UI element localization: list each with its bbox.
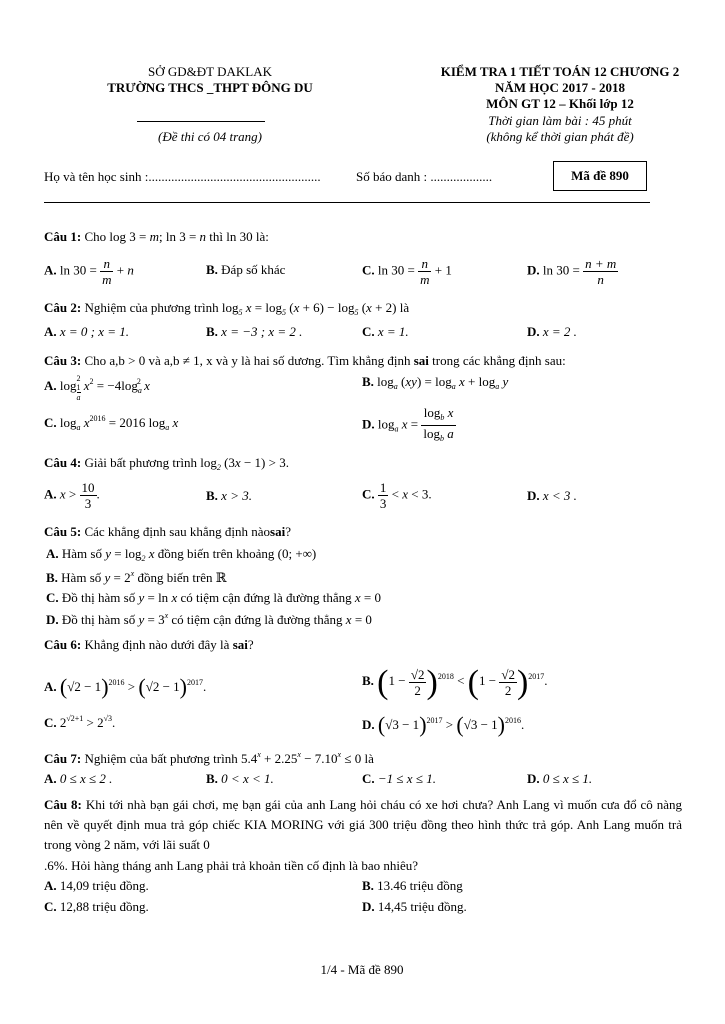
question-8: Câu 8: Khi tới nhà bạn gái chơi, mẹ bạn gái của anh Lang hỏi cháu có xe hơi chưa? Anh Lang vì muốn cưa đổ cô nàng nên về quyết định mua trả góp chiếc KIA MORING với giá 300 triệu đồng theo hình thức trả góp. Anh Lang muốn trả trong vòng 2 năm, với lãi suất 0 (44, 797, 682, 852)
q1-option-a[interactable]: A. ln 30 = $\frac{n}{m}$ + n (44, 256, 134, 287)
question-label: Câu 4: (44, 455, 82, 470)
q3-option-c[interactable]: C. $\log_a x^{2016} = 2016$ $\log_a x$ (44, 414, 179, 432)
q3-option-d[interactable]: D. $\log_a x$ = $\frac{\log_b x}{\log_b a}$ (362, 405, 454, 443)
info-divider (44, 202, 650, 203)
question-label: Câu 6: (44, 637, 82, 652)
q6-option-b[interactable]: B. (1 − $\frac{√2}{2}$ )$^{2018}$ < (1 − $\frac{√2}{2}$ )$^{2017}$. (362, 664, 548, 701)
q8-option-a[interactable]: A. 14,09 triệu đồng. (44, 878, 149, 893)
q6-option-c[interactable]: C. $2^{√2+1} > 2^{√3}$. (44, 714, 116, 730)
student-name-field[interactable]: Họ và tên học sinh :..................................................... (44, 169, 321, 184)
question-1: Câu 1: Cho log 3 = m; ln 3 = n thì ln 30 là: (44, 229, 269, 244)
q1-option-c[interactable]: C. ln 30 = $\frac{n}{m}$ + 1 (362, 256, 452, 287)
q3-option-b[interactable]: B. $\log_a (xy) = \log_a x + \log_a y$ (362, 374, 509, 391)
school-name: TRƯỜNG THCS _THPT ĐÔNG DU (107, 80, 313, 95)
q4-option-c[interactable]: C. $\frac{1}{3}$ < x < 3. (362, 480, 432, 511)
school-department: SỞ GD&ĐT DAKLAK (148, 64, 272, 79)
school-year: NĂM HỌC 2017 - 2018 (495, 80, 625, 95)
q2-option-a[interactable]: A. x = 0 ; x = 1. (44, 324, 130, 339)
question-7: Câu 7: Nghiệm của bất phương trình $5.4^x + 2.25^x - 7.10^x \le 0$ là (44, 750, 374, 766)
q7-option-b[interactable]: B. 0 < x < 1. (206, 771, 274, 786)
q5-option-d[interactable]: D. Đồ thị hàm số $y = 3^x$ có tiệm cận đứng là đường thẳng x = 0 (46, 611, 372, 627)
q8-option-b[interactable]: B. 13.46 triệu đồng (362, 878, 463, 893)
exam-code-box: Mã đề 890 (553, 161, 647, 191)
q1-option-b[interactable]: B. Đáp số khác (206, 262, 286, 277)
subject-grade: MÔN GT 12 – Khối lớp 12 (486, 96, 634, 111)
q8-option-c[interactable]: C. 12,88 triệu đồng. (44, 899, 149, 914)
q3-option-a[interactable]: A. log 2 1 a $x^2 = -4\log_a^2$ x (44, 374, 150, 402)
question-8-continued: .6%. Hỏi hàng tháng anh Lang phải trả khoản tiền cố định là bao nhiêu? (44, 858, 419, 873)
q2-option-b[interactable]: B. x = −3 ; x = 2 . (206, 324, 303, 339)
question-6: Câu 6: Khẳng định nào dưới đây là sai? (44, 637, 254, 652)
q5-option-c[interactable]: C. Đồ thị hàm số y = ln x có tiệm cận đứng là đường thẳng x = 0 (46, 590, 381, 605)
time-note: (không kể thời gian phát đề) (486, 129, 634, 144)
student-id-field[interactable]: Số báo danh : ................... (356, 169, 493, 184)
question-label: Câu 2: (44, 300, 82, 315)
question-label: Câu 3: (44, 353, 82, 368)
q2-option-d[interactable]: D. x = 2 . (527, 324, 577, 339)
q7-option-c[interactable]: C. −1 ≤ x ≤ 1. (362, 771, 436, 786)
question-4: Câu 4: Giải bất phương trình $\log_2 (3x - 1) > 3$. (44, 455, 289, 472)
q1-option-d[interactable]: D. ln 30 = $\frac{n + m}{n}$ (527, 256, 617, 287)
page-count-note: (Đề thi có 04 trang) (158, 129, 262, 144)
q5-option-b[interactable]: B. Hàm số $y = 2^x$ đồng biến trên ℝ (46, 569, 227, 585)
exam-title: KIỂM TRA 1 TIẾT TOÁN 12 CHƯƠNG 2 (440, 64, 680, 79)
q2-option-c[interactable]: C. x = 1. (362, 324, 409, 339)
question-label: Câu 8: (44, 797, 82, 812)
q7-option-a[interactable]: A. 0 ≤ x ≤ 2 . (44, 771, 113, 786)
q4-option-d[interactable]: D. x < 3 . (527, 488, 577, 503)
page-footer: 1/4 - Mã đề 890 (320, 962, 404, 977)
question-label: Câu 7: (44, 751, 82, 766)
q6-option-d[interactable]: D. $(√3 - 1)^{2017} > (√3 - 1)^{2016}$. (362, 712, 525, 737)
q4-option-b[interactable]: B. x > 3. (206, 488, 252, 503)
question-label: Câu 5: (44, 524, 82, 539)
question-label: Câu 1: (44, 229, 82, 244)
header-divider (137, 121, 265, 122)
time-limit: Thời gian làm bài : 45 phút (488, 113, 632, 128)
q4-option-a[interactable]: A. x > $\frac{10}{3}$ . (44, 480, 100, 511)
q7-option-d[interactable]: D. 0 ≤ x ≤ 1. (527, 771, 593, 786)
question-5: Câu 5: Các khẳng định sau khẳng định nàosai? (44, 524, 291, 539)
question-2: Câu 2: Nghiệm của phương trình $\log_5 x = \log_5 (x + 6) - \log_5 (x + 2)$ là (44, 300, 410, 317)
q8-option-d[interactable]: D. 14,45 triệu đồng. (362, 899, 467, 914)
q6-option-a[interactable]: A. $(√2 - 1)^{2016} > (√2 - 1)^{2017}$. (44, 674, 207, 699)
question-3: Câu 3: Cho a,b > 0 và a,b ≠ 1, x và y là hai số dương. Tìm khẳng định sai trong các khẳng định sau: (44, 353, 566, 368)
q5-option-a[interactable]: A. Hàm số $y = \log_2 x$ đồng biến trên khoảng (0; +∞) (46, 546, 317, 563)
